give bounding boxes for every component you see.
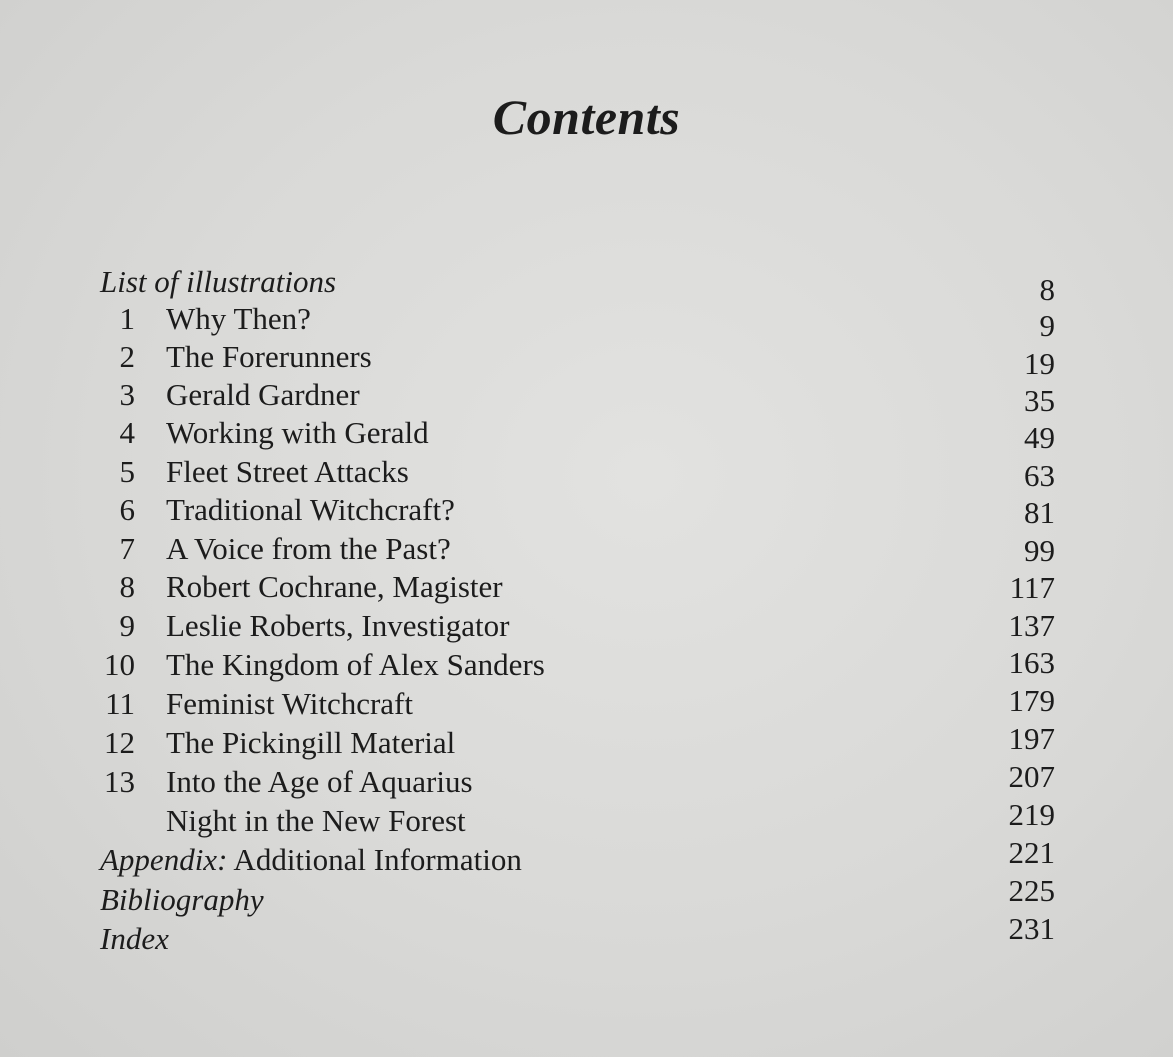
chapter-title: The Pickingill Material — [166, 725, 456, 760]
toc-entry-chapter-7 — [100, 529, 1055, 569]
chapter-number: 3 — [119, 377, 135, 412]
chapter-title: Fleet Street Attacks — [166, 454, 409, 489]
entry-label-text: Additional Information — [227, 842, 522, 877]
chapter-number: 7 — [119, 531, 135, 566]
toc-entry-index — [100, 911, 1055, 959]
entry-page-number: 8 — [1039, 272, 1055, 307]
chapter-number: 6 — [119, 492, 135, 527]
entry-page-number: 49 — [1024, 420, 1055, 455]
entry-page-number: 221 — [1008, 835, 1055, 870]
entry-label-italic: Bibliography — [100, 882, 264, 917]
chapter-title: Leslie Roberts, Investigator — [166, 608, 510, 643]
chapter-title: A Voice from the Past? — [166, 531, 451, 566]
chapter-title: Robert Cochrane, Magister — [166, 569, 503, 604]
entry-page-number: 117 — [1009, 570, 1055, 605]
toc-entry-list-of-illustrations — [100, 262, 1055, 307]
entry-label-italic: List of illustrations — [100, 264, 337, 299]
chapter-title: The Forerunners — [166, 339, 372, 374]
toc-entry-chapter-12 — [100, 723, 1055, 763]
chapter-number: 9 — [119, 608, 135, 643]
entry-page-number: 137 — [1008, 608, 1055, 643]
entry-label-italic: Index — [100, 921, 169, 956]
entry-page-number: 179 — [1008, 683, 1055, 718]
toc-entry-appendix — [100, 835, 1055, 880]
entry-page-number: 35 — [1024, 383, 1055, 418]
toc-entry-chapter-3 — [100, 375, 1055, 418]
entry-page-number: 63 — [1024, 458, 1055, 493]
entry-page-number: 231 — [1008, 911, 1055, 946]
entry-page-number: 99 — [1024, 533, 1055, 568]
entry-page-number: 219 — [1008, 797, 1055, 832]
toc-entry-bibliography — [100, 873, 1055, 920]
entry-page-number: 163 — [1008, 645, 1055, 680]
toc-entry-chapter-4 — [100, 413, 1055, 453]
entry-page-number: 197 — [1008, 721, 1055, 756]
entry-page-number: 207 — [1008, 759, 1055, 794]
entry-label — [100, 262, 336, 302]
chapter-number: 10 — [104, 647, 135, 682]
chapter-number: 12 — [104, 725, 135, 760]
entry-label — [100, 919, 169, 959]
chapter-title: Why Then? — [166, 301, 311, 336]
chapter-title: The Kingdom of Alex Sanders — [166, 647, 545, 682]
page-title: Contents — [492, 89, 681, 145]
toc-entry-chapter-9 — [100, 606, 1055, 646]
entry-page-number: 225 — [1008, 873, 1055, 908]
toc-entry-night-in-the-new-forest — [100, 797, 1055, 841]
entry-page-number: 9 — [1039, 308, 1055, 343]
chapter-title: Traditional Witchcraft? — [166, 492, 455, 527]
chapter-number: 1 — [119, 301, 135, 336]
chapter-title: Feminist Witchcraft — [166, 686, 413, 721]
toc-entry-chapter-13 — [100, 759, 1055, 802]
toc-entry-chapter-1 — [100, 299, 1055, 343]
chapter-number: 8 — [119, 569, 135, 604]
chapter-number: 13 — [104, 764, 135, 799]
chapter-number: 5 — [119, 454, 135, 489]
toc-entry-chapter-11 — [100, 684, 1055, 724]
chapter-title: Into the Age of Aquarius — [166, 764, 473, 799]
chapter-title: Night in the New Forest — [166, 803, 466, 838]
toc-entry-chapter-10 — [100, 645, 1055, 685]
chapter-number: 4 — [119, 415, 135, 450]
entry-label — [100, 840, 522, 880]
chapter-number: 11 — [105, 686, 135, 721]
entry-label-italic: Appendix: — [100, 842, 228, 877]
chapter-title: Gerald Gardner — [166, 377, 360, 412]
entry-label — [100, 880, 264, 920]
entry-page-number: 81 — [1024, 495, 1055, 530]
entry-page-number: 19 — [1024, 346, 1055, 381]
toc-entry-chapter-8 — [100, 567, 1055, 607]
toc-entry-chapter-6 — [100, 490, 1055, 530]
toc-entry-chapter-5 — [100, 452, 1055, 492]
toc-entry-chapter-2 — [100, 337, 1055, 381]
chapter-number: 2 — [119, 339, 135, 374]
chapter-title: Working with Gerald — [166, 415, 429, 450]
